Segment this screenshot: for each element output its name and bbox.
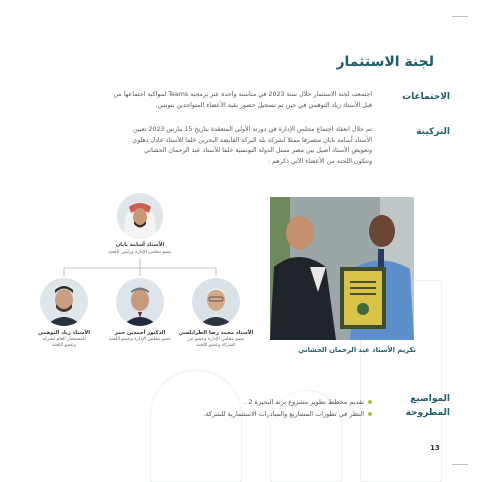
topics-list: [172, 398, 372, 418]
topic-item: [172, 398, 372, 406]
member-role: المستشار العام لشركة: [42, 337, 86, 342]
topics-label-line: المطروحة: [405, 408, 450, 418]
chair-name: الأستاذ أسامة بايان: [115, 242, 165, 248]
composition-label: التركيبة: [416, 127, 450, 137]
member-portrait: [192, 278, 240, 326]
topic-text: النظر في تطورات المشاريع والمبادرات الاستثمارية للشركة.: [203, 410, 364, 418]
chair-role: عضو مجلس الإدارة ورئيس اللجنة: [108, 250, 172, 255]
member-name: الأستاذ محمد رضا الطرابلسي: [178, 330, 254, 336]
award-caption: تكريم الأستاذ عبد الرحمان الحشاني: [298, 346, 416, 354]
topics-label-line: المواضيع: [410, 394, 450, 404]
bullet-icon: [368, 400, 372, 404]
award-photo: [270, 197, 414, 340]
member-portrait: [40, 278, 88, 326]
chair-portrait: [117, 193, 163, 239]
member-role: عضو مجلس الإدارة وعضو اللجنة: [109, 337, 171, 342]
meetings-label: الاجتماعات: [402, 92, 450, 102]
composition-text-line: وتتكون اللجنة من الأعضاء الآتي ذكرهم :: [267, 157, 372, 165]
composition-text-line: الأستاذ أسامة بايان متصرفا ممثلا لشركة بلة البركة القابضة البحرين خلفا للأستاذ عادل دهلوي: [132, 136, 372, 144]
member-role: الشركة وعضو اللجنة: [196, 343, 236, 348]
composition-text-line: وتعويض الأستاذ أصيل بين مصر ممثل الدولة التونسية خلفا للأستاذ عبد الرحمان الحشاني: [144, 147, 372, 154]
member-role: عضو مجلس الإدارة وعضو عن: [187, 337, 245, 342]
topic-item: [172, 410, 372, 418]
meetings-text-line: اجتمعت لجنة الاستثمار خلال سنة 2023 في مناسبة واحدة عبر برمجية Teams لمواكبة اجتماعها من: [113, 91, 372, 98]
composition-text-line: تم خلال انعقاد اجتماع مجلس الإدارة في دورته الأولى المنعقدة بتاريخ 15 مارس 2023 تعيين: [132, 126, 372, 133]
page-title: لجنة الاستثمار: [336, 54, 434, 70]
bullet-icon: [368, 412, 372, 416]
meetings-text-line: قبل الأستاذ زياد التوهمي في حين تم تسجيل حضور بقية الأعضاء المتواجدين بتونس.: [155, 101, 372, 109]
topic-text: تقديم مخطط تطوير مشروع برنه البحيرة 2 .: [244, 398, 364, 406]
member-name: الأستاذ زياد التوهمي: [37, 330, 91, 336]
page-number: 13: [430, 444, 440, 452]
member-portrait: [116, 278, 164, 326]
topics-label: [406, 392, 450, 420]
member-name: الدكتور أحمدين حمر: [114, 330, 166, 336]
member-role: وعضو اللجنة: [52, 343, 76, 348]
